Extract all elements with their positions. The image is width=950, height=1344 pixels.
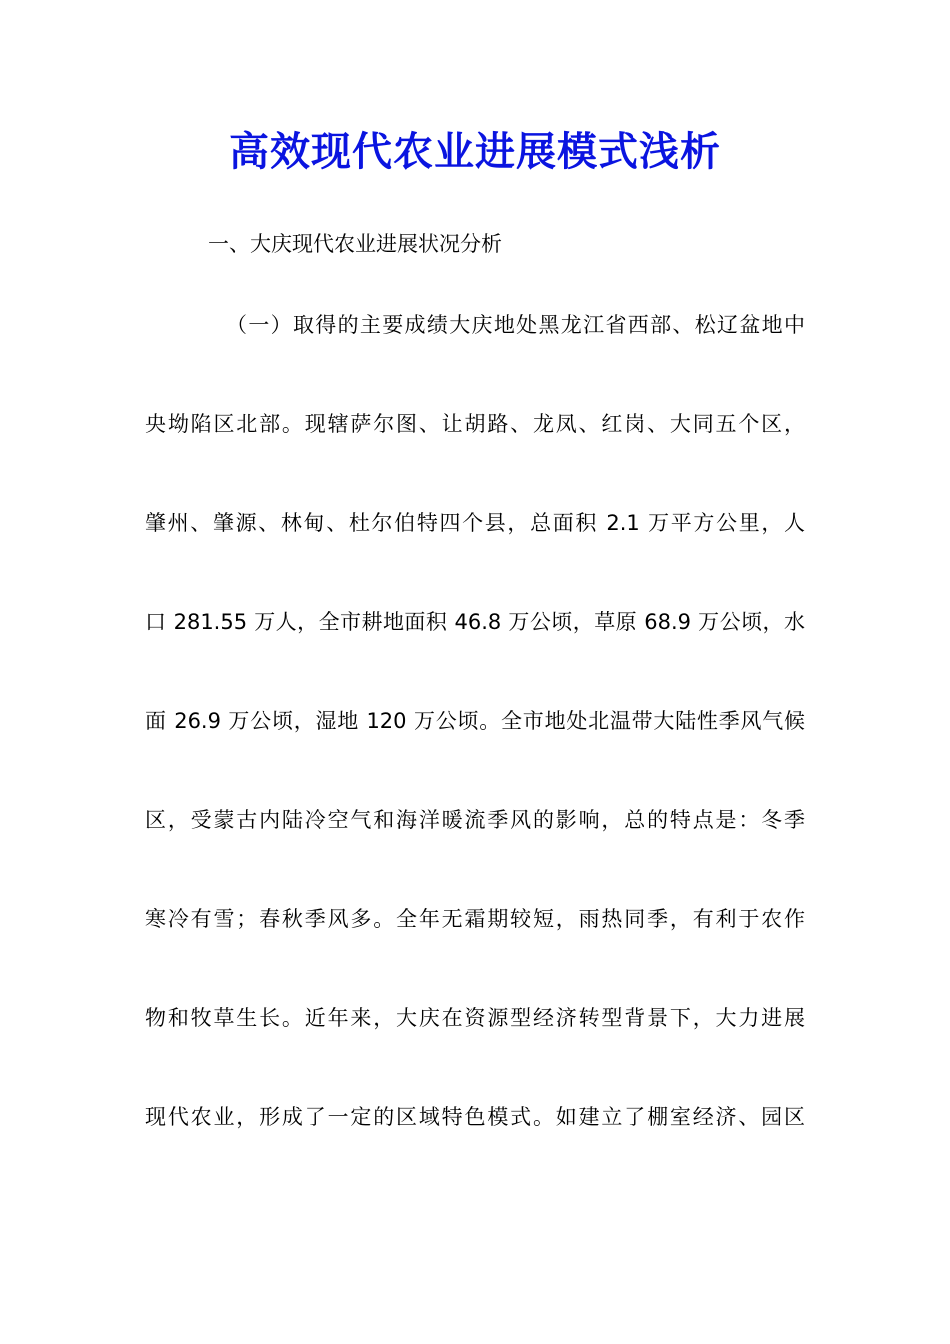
paragraph-line-6: 区，受蒙古内陆冷空气和海洋暖流季风的影响，总的特点是：冬季 [145, 808, 805, 832]
section-heading: 一、大庆现代农业进展状况分析 [208, 232, 502, 256]
paragraph-line-1: （一）取得的主要成绩大庆地处黑龙江省西部、松辽盆地中 [226, 313, 805, 337]
paragraph-line-7: 寒冷有雪；春秋季风多。全年无霜期较短，雨热同季，有利于农作 [145, 907, 805, 931]
paragraph-line-9: 现代农业，形成了一定的区域特色模式。如建立了棚室经济、园区 [145, 1105, 805, 1129]
paragraph-line-4: 口 281.55 万人，全市耕地面积 46.8 万公顷，草原 68.9 万公顷，水 [145, 610, 805, 634]
paragraph-line-2: 央坳陷区北部。现辖萨尔图、让胡路、龙凤、红岗、大同五个区， [145, 412, 805, 436]
paragraph-line-3: 肇州、肇源、林甸、杜尔伯特四个县，总面积 2.1 万平方公里，人 [145, 511, 805, 535]
paragraph-line-5: 面 26.9 万公顷，湿地 120 万公顷。全市地处北温带大陆性季风气候 [145, 709, 805, 733]
document-title: 高效现代农业进展模式浅析 [229, 128, 721, 175]
paragraph-line-8: 物和牧草生长。近年来，大庆在资源型经济转型背景下，大力进展 [145, 1006, 805, 1030]
